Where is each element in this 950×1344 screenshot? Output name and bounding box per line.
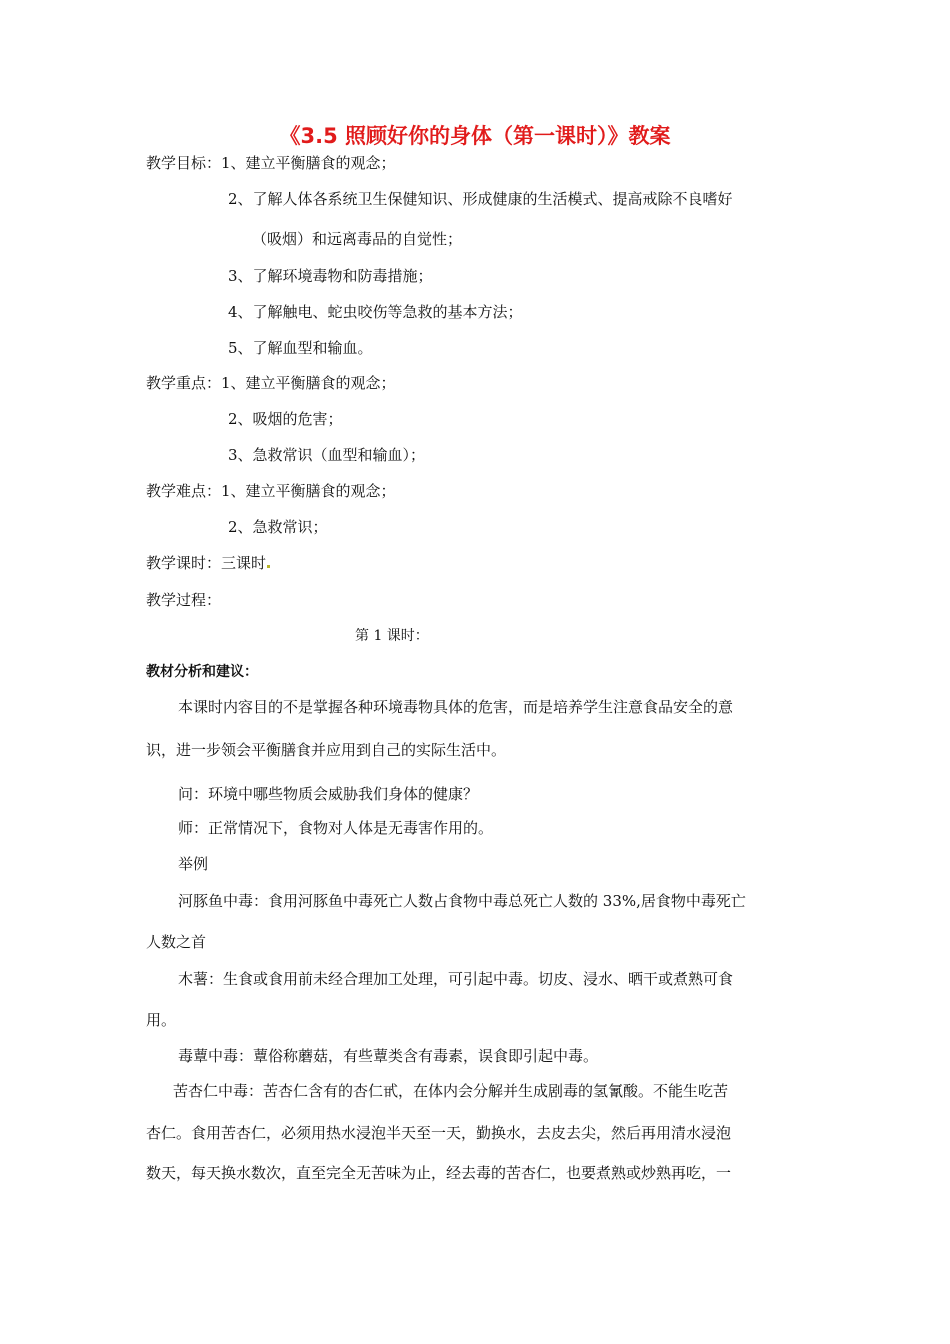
hours-value: 三课时 — [221, 554, 267, 572]
objective-item: 5、了解血型和输血。 — [228, 339, 373, 357]
objective-item: 3、了解环境毒物和防毒措施； — [228, 267, 433, 285]
paragraph-line: 人数之首 — [146, 933, 207, 951]
document-title: 《3.5 照顾好你的身体（第一课时）》教案 — [279, 124, 671, 148]
key-point-item: 1、建立平衡膳食的观念； — [221, 374, 396, 392]
paragraph-line: 本课时内容目的不是掌握各种环境毒物具体的危害，而是培养学生注意食品安全的意 — [178, 698, 734, 716]
question-line: 问：环境中哪些物质会威胁我们身体的健康？ — [178, 785, 479, 803]
teacher-line: 师：正常情况下，食物对人体是无毒害作用的。 — [178, 819, 494, 837]
key-points-label: 教学重点： — [146, 374, 222, 392]
difficulty-item: 1、建立平衡膳食的观念； — [221, 482, 396, 500]
difficulties-row — [146, 481, 396, 501]
objectives-row — [146, 153, 396, 173]
analysis-heading: 教材分析和建议： — [146, 664, 258, 680]
objective-item: 1、建立平衡膳食的观念； — [221, 154, 396, 172]
paragraph-line: 木薯：生食或食用前未经合理加工处理，可引起中毒。切皮、浸水、晒干或煮熟可食 — [178, 970, 734, 988]
hours-row — [146, 553, 271, 573]
paragraph-line: 用。 — [146, 1011, 177, 1029]
paragraph-line: 杏仁。食用苦杏仁，必须用热水浸泡半天至一天，勤换水，去皮去尖，然后再用清水浸泡 — [146, 1124, 732, 1142]
paragraph-line: 数天，每天换水数次，直至完全无苦味为止，经去毒的苦杏仁，也要煮熟或炒熟再吃，一 — [146, 1164, 732, 1182]
difficulty-item: 2、急救常识； — [228, 518, 328, 536]
key-point-item: 2、吸烟的危害； — [228, 410, 343, 428]
paragraph-line: 毒蕈中毒：蕈俗称蘑菇，有些蕈类含有毒素，误食即引起中毒。 — [178, 1047, 599, 1065]
lesson-heading: 第 1 课时： — [355, 628, 429, 644]
objective-item: 2、了解人体各系统卫生保健知识、形成健康的生活模式、提高戒除不良嗜好 — [228, 190, 733, 208]
example-label: 举例 — [178, 855, 209, 873]
objective-item: 4、了解触电、蛇虫咬伤等急救的基本方法； — [228, 303, 523, 321]
key-points-row — [146, 373, 396, 393]
paragraph-line: 河豚鱼中毒：食用河豚鱼中毒死亡人数占食物中毒总死亡人数的 33%,居食物中毒死亡 — [178, 892, 746, 910]
hours-label: 教学课时： — [146, 554, 222, 572]
objectives-label: 教学目标： — [146, 154, 222, 172]
text-marker — [267, 565, 270, 568]
paragraph-line: 苦杏仁中毒：苦杏仁含有的杏仁甙，在体内会分解并生成剧毒的氢氰酸。不能生吃苦 — [173, 1082, 729, 1100]
difficulties-label: 教学难点： — [146, 482, 222, 500]
paragraph-line: 识，进一步领会平衡膳食并应用到自己的实际生活中。 — [146, 741, 507, 759]
key-point-item: 3、急救常识（血型和输血）； — [228, 446, 426, 464]
objective-item: （吸烟）和远离毒品的自觉性； — [252, 230, 463, 248]
process-label: 教学过程： — [146, 591, 222, 609]
